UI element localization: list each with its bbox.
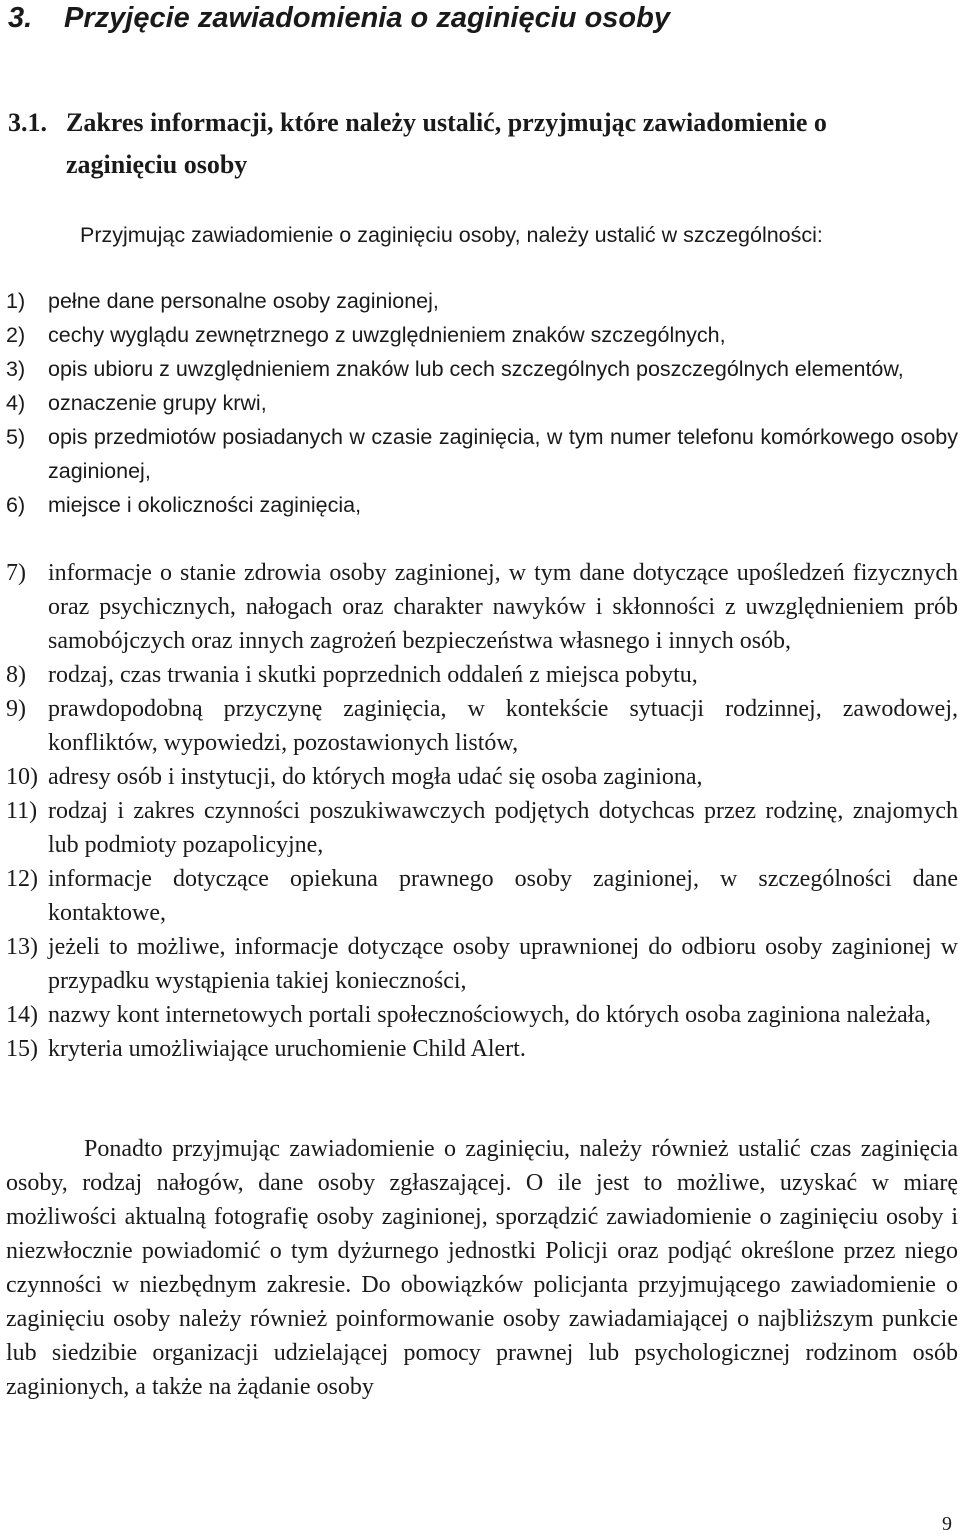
list-item-text: prawdopodobną przyczynę zaginięcia, w kontekście sytuacji rodzinnej, zawodowej, konfliktów, wypowiedzi, pozostawionych listów, bbox=[48, 696, 958, 756]
list-item-number: 11) bbox=[6, 798, 38, 824]
list-item-number: 13) bbox=[6, 934, 38, 960]
list-item-text: oznaczenie grupy krwi, bbox=[48, 391, 267, 415]
list-item-text: adresy osób i instytucji, do których mogła udać się osoba zaginiona, bbox=[48, 764, 703, 790]
list-item-number: 9) bbox=[6, 696, 26, 722]
info-list-serif bbox=[6, 556, 958, 1066]
list-item-text: pełne dane personalne osoby zaginionej, bbox=[48, 289, 439, 313]
info-list-sans bbox=[6, 284, 958, 522]
list-item-number: 15) bbox=[6, 1036, 38, 1062]
list-item-number: 6) bbox=[6, 493, 26, 517]
list-item-text: cechy wyglądu zewnętrznego z uwzględnieniem znaków szczególnych, bbox=[48, 323, 726, 347]
list-item-text: rodzaj i zakres czynności poszukiwawczych podjętych dotychcas przez rodzinę, znajomych lub podmioty pozapolicyjne, bbox=[48, 798, 958, 858]
list-item bbox=[6, 760, 958, 794]
section-title: Zakres informacji, które należy ustalić, przyjmując zawiadomienie o zaginięciu osoby bbox=[66, 108, 827, 179]
list-item bbox=[6, 420, 958, 488]
list-item-text: miejsce i okoliczności zaginięcia, bbox=[48, 493, 362, 517]
list-item-number: 3) bbox=[6, 357, 26, 381]
list-item-text: opis ubioru z uwzględnieniem znaków lub cech szczególnych poszczególnych elementów, bbox=[48, 357, 904, 381]
list-item-number: 7) bbox=[6, 560, 26, 586]
list-item bbox=[6, 998, 958, 1032]
list-item-number: 12) bbox=[6, 866, 38, 892]
list-item bbox=[6, 658, 958, 692]
list-item bbox=[6, 556, 958, 658]
list-item bbox=[6, 318, 958, 352]
list-item-number: 4) bbox=[6, 391, 26, 415]
closing-paragraph: Ponadto przyjmując zawiadomienie o zaginięciu, należy również ustalić czas zaginięcia osoby, rodzaj nałogów, dane osoby zgłaszającej. O ile jest to możliwe, uzyskać w miarę możliwości aktualną fotografię osoby zaginionej, sporządzić zawiadomienie o zaginięciu osoby i niezwłocznie powiadomić o tym dyżurnego jednostki Policji oraz podjąć określone przez niego czynności w niezbędnym zakresie. Do obowiązków policjanta przyjmującego zawiadomienie o zaginięciu osoby należy również poinformowanie osoby zawiadamiającej o najbliższym punkcie lub siedzibie organizacji udzielającej pomocy prawnej lub psychologicznej rodzinom osób zaginionych, a także na żądanie osoby bbox=[6, 1136, 958, 1400]
chapter-heading bbox=[8, 0, 948, 36]
list-item bbox=[6, 692, 958, 760]
list-item-text: informacje dotyczące opiekuna prawnego osoby zaginionej, w szczególności dane kontaktowe, bbox=[48, 866, 958, 926]
list-item-text: kryteria umożliwiające uruchomienie Child Alert. bbox=[48, 1036, 526, 1062]
list-item-text: opis przedmiotów posiadanych w czasie zaginięcia, w tym numer telefonu komórkowego osoby zaginionej, bbox=[48, 425, 958, 483]
list-item-number: 10) bbox=[6, 764, 38, 790]
list-item bbox=[6, 794, 958, 862]
list-item bbox=[6, 930, 958, 998]
list-item-number: 8) bbox=[6, 662, 26, 688]
intro-paragraph: Przyjmując zawiadomienie o zaginięciu osoby, należy ustalić w szczególności: bbox=[80, 223, 823, 247]
list-item-number: 14) bbox=[6, 1002, 38, 1028]
list-item-text: informacje o stanie zdrowia osoby zaginionej, w tym dane dotyczące upośledzeń fizycznych oraz psychicznych, nałogach oraz charakter nawyków i skłonności z uwzględnieniem prób samobójczych oraz innych zagrożeń bezpieczeństwa własnego i innych osób, bbox=[48, 560, 958, 654]
section-heading bbox=[8, 102, 888, 186]
list-item-number: 2) bbox=[6, 323, 26, 347]
list-item-text: jeżeli to możliwe, informacje dotyczące osoby uprawnionej do odbioru osoby zaginionej w przypadku wystąpienia takiej konieczności, bbox=[48, 934, 958, 994]
section-number: 3.1. bbox=[8, 108, 47, 137]
chapter-number: 3. bbox=[8, 2, 33, 34]
list-item-number: 1) bbox=[6, 289, 26, 313]
list-item bbox=[6, 862, 958, 930]
list-item-number: 5) bbox=[6, 425, 26, 449]
list-item bbox=[6, 1032, 958, 1066]
page-number: 9 bbox=[942, 1513, 952, 1535]
chapter-title: Przyjęcie zawiadomienia o zaginięciu osoby bbox=[64, 2, 670, 34]
list-item bbox=[6, 352, 958, 386]
list-item-text: nazwy kont internetowych portali społecznościowych, do których osoba zaginiona należała, bbox=[48, 1002, 932, 1028]
list-item bbox=[6, 284, 958, 318]
list-item bbox=[6, 386, 958, 420]
list-item-text: rodzaj, czas trwania i skutki poprzednich oddaleń z miejsca pobytu, bbox=[48, 662, 698, 688]
list-item bbox=[6, 488, 958, 522]
